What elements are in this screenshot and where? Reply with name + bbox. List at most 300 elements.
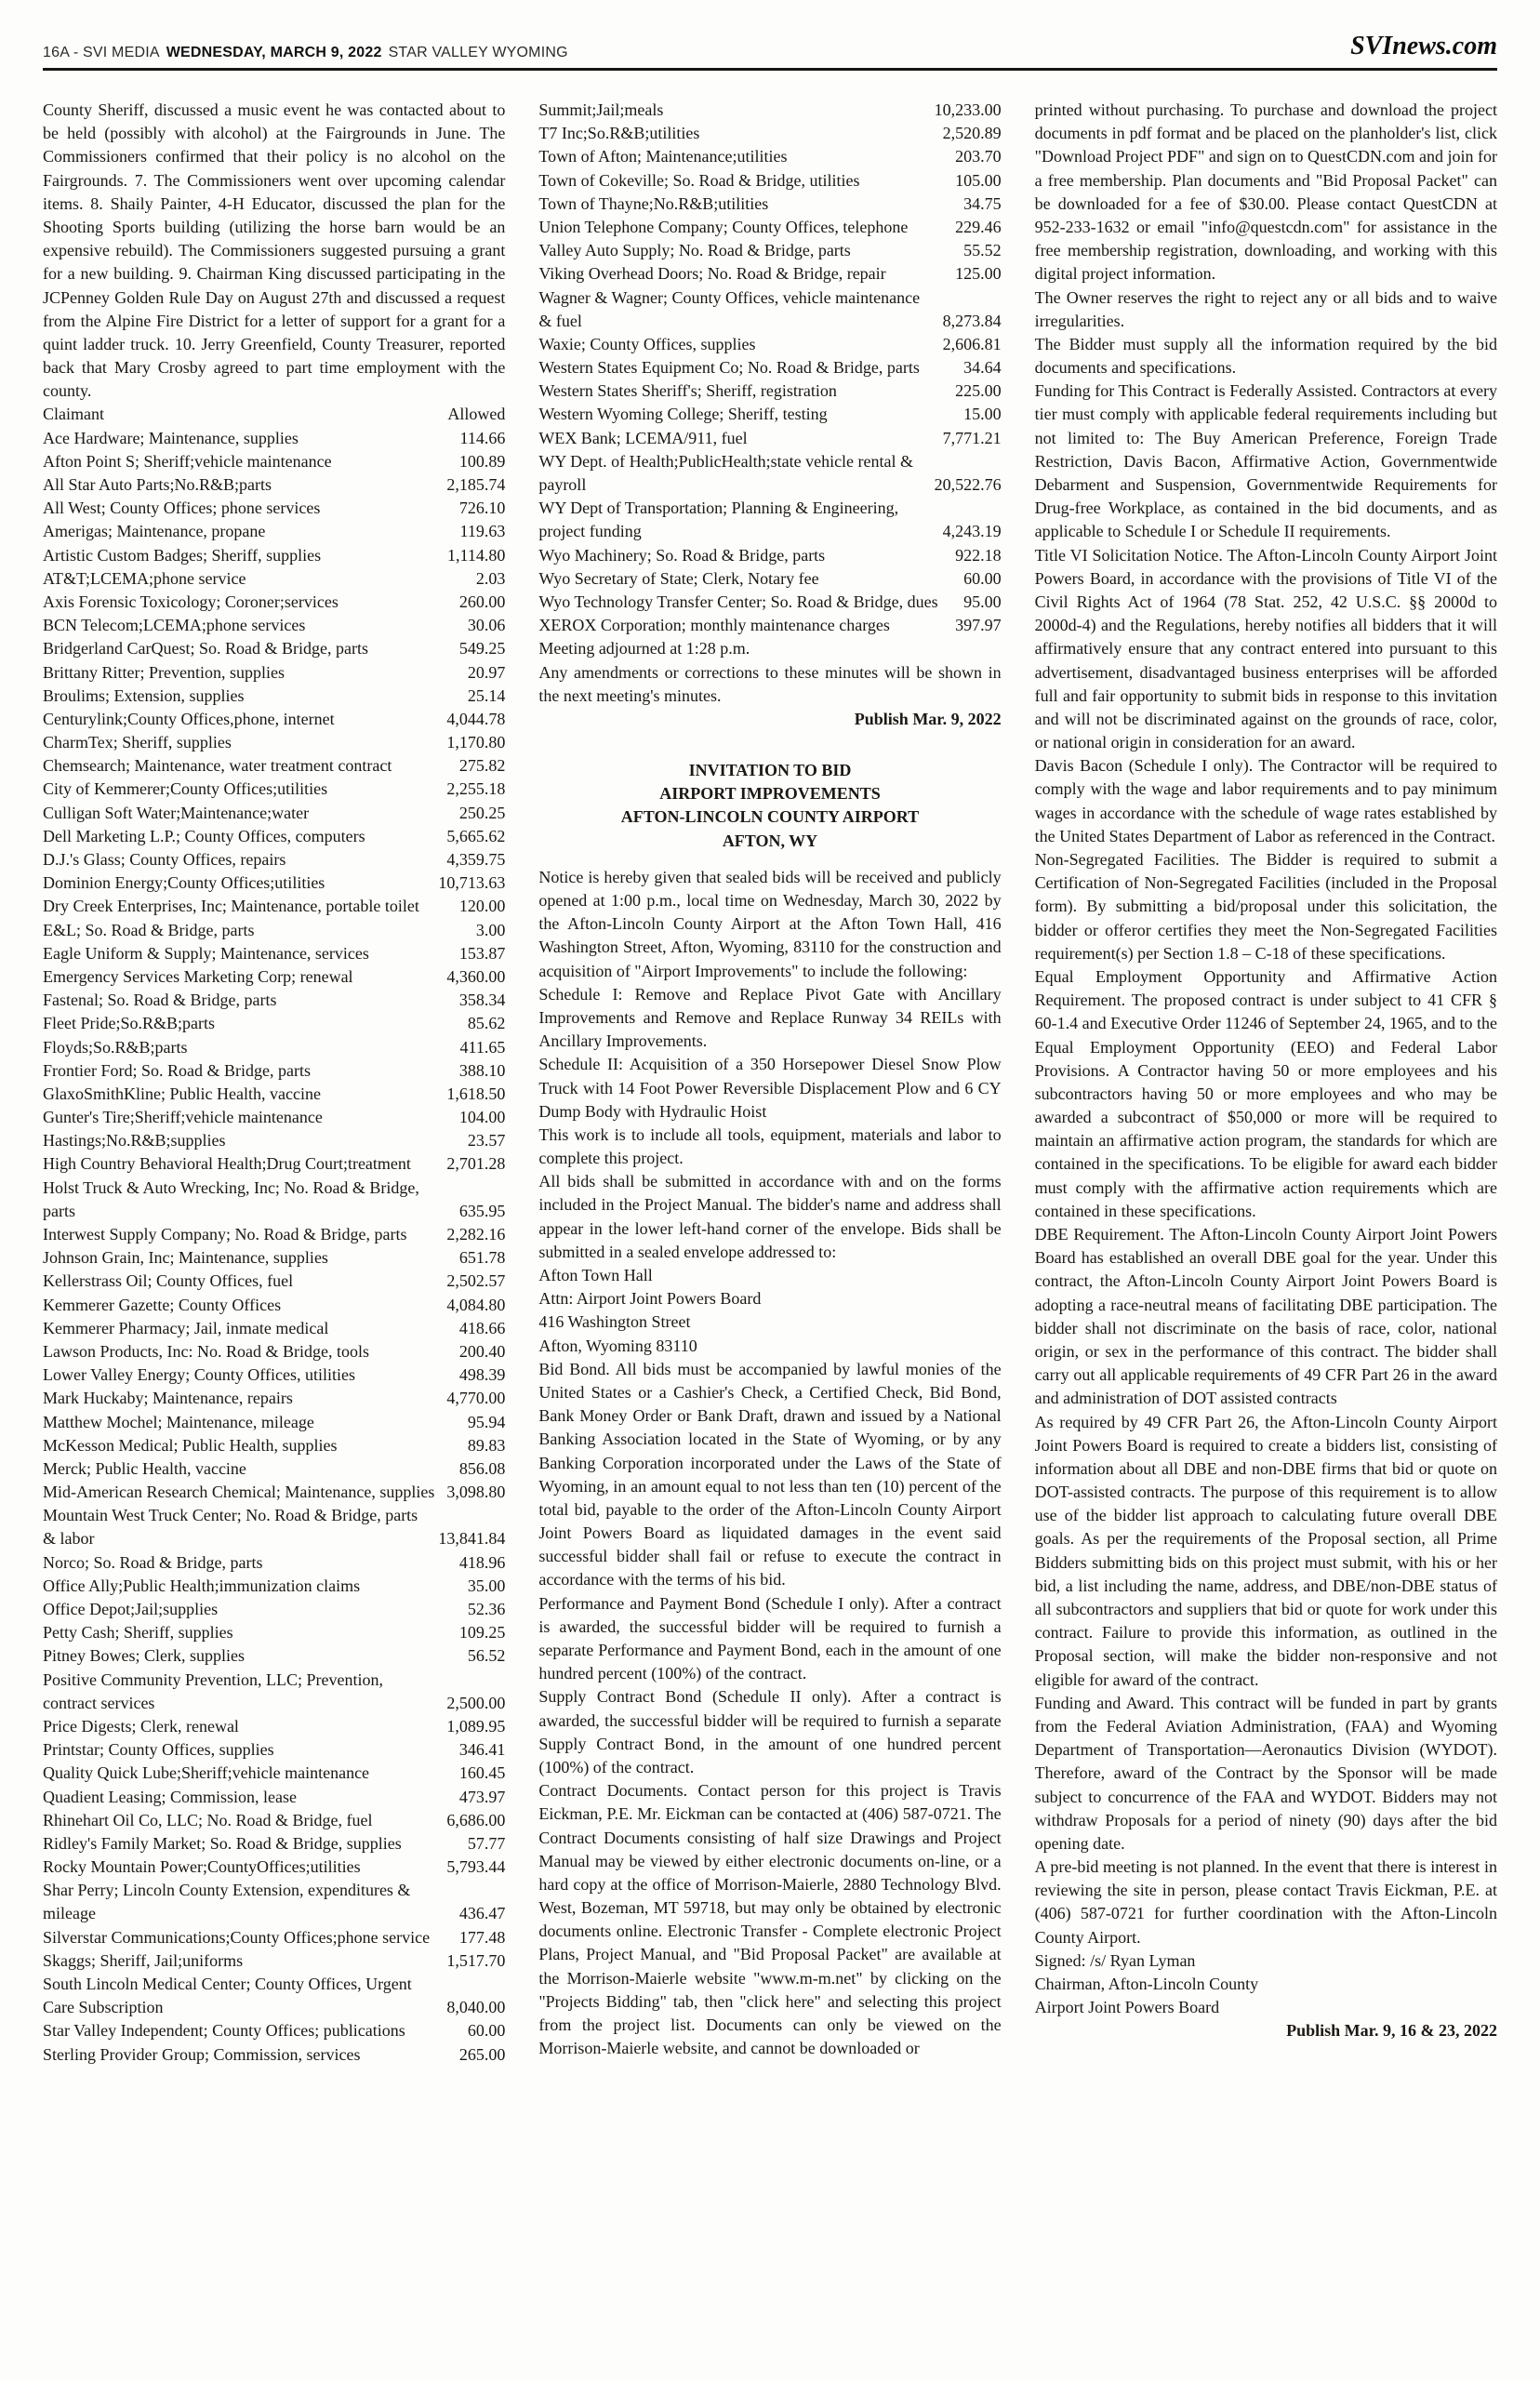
claim-name: Kellerstrass Oil; County Offices, fuel xyxy=(43,1271,294,1291)
notice-paragraph: Non-Segregated Facilities. The Bidder is required to submit a Certification of Non-Segregated Facilities (included in the Proposal form). By submitting a bid/proposal under this solicitation, the bidder or offeror certifies they meet the Non-Segregated Facilities requirement(s) per Section 1.8 – C-18 of these specifications. xyxy=(1034,850,1497,963)
claim-row xyxy=(43,1504,505,1550)
claim-row xyxy=(43,871,505,895)
claim-row xyxy=(538,614,1001,637)
claim-amount: 34.75 xyxy=(963,193,1002,213)
claim-name: Shar Perry; Lincoln County Extension, expenditures & mileage xyxy=(43,1881,411,1923)
notice-paragraph: Title VI Solicitation Notice. The Afton-Lincoln County Airport Joint Powers Board, in accordance with the provisions of Title VI of the Civil Rights Act of 1964 (78 Stat. 252, 42 U.S.C. §§ 2000d to 2000d-4) and the Regulations, hereby notifies all bidders that it will affirmatively ensure that any contract entered into pursuant to this advertisement, disadvantaged business enterprises will be afforded full and fair opportunity to submit bids in response to this invitation and will not be discriminated against on the grounds of race, color, or national origin in consideration for an award. xyxy=(1034,545,1497,752)
claim-row xyxy=(43,754,505,778)
claim-row xyxy=(538,239,1001,262)
notice-paragraph: Contract Documents. Contact person for this project is Travis Eickman, P.E. Mr. Eickman can be contacted at (406) 587-0721. The Contract Documents consisting of half size Drawings and Project Manual may be viewed by either electronic documents on-line, or a hard copy at the office of Morrison-Maierle, 2880 Technology Blvd. West, Bozeman, MT 59718, but may only be obtained by electronic documents online. Electronic Transfer - Complete electronic Project Plans, Project Manual, and "Bid Proposal Packet" are available at the Morrison-Maierle website "www.m-m.net" by clicking on the "Projects Bidding" tab, then "click here" and selecting this project from the project list. Documents can only be viewed on the Morrison-Maierle website, and cannot be downloaded or xyxy=(538,1781,1002,2058)
claim-row xyxy=(43,1059,505,1083)
minutes-paragraph: County Sheriff, discussed a music event he was contacted about to be held (possibly with alcohol) at the Fairgrounds in June. The Commissioners confirmed that their policy is no alcohol on the Fairgrounds. 7. The Commissioners went over upcoming calendar items. 8. Shaily Painter, 4-H Educator, discussed the plan for the Shooting Sports building (utilizing the horse barn would be an expensive rebuild). The Commissioners suggested pursuing a grant for a new building. 9. Chairman King discussed participating in the JCPenney Golden Rule Day on August 27th and discussed a request from the Alpine Fire District for a letter of support for a grant for a quint ladder truck. 10. Jerry Greenfield, County Treasurer, reported back that Mary Crosby agreed to part time employment with the county. xyxy=(43,100,506,401)
claim-row xyxy=(43,1106,505,1129)
claim-amount: 100.89 xyxy=(458,451,506,471)
claim-amount: 34.64 xyxy=(963,358,1002,378)
claim-amount: 2,520.89 xyxy=(942,124,1002,143)
claim-amount: 1,114.80 xyxy=(446,545,506,565)
claim-amount: 105.00 xyxy=(955,170,1002,190)
notice-paragraph: Funding and Award. This contract will be funded in part by grants from the Federal Aviation Administration, (FAA) and Wyoming Department of Transportation—Aeronautics Division (WYDOT). Therefore, award of the Contract by the Sponsor will be made subject to concurrence of the FAA and WYDOT. Bidders may not withdraw Proposals for a period of ninety (90) days after the bid opening date. xyxy=(1034,1693,1497,1853)
claim-amount: 4,360.00 xyxy=(446,966,506,986)
claim-amount: 358.34 xyxy=(458,991,506,1010)
claim-row xyxy=(43,848,505,871)
claim-row xyxy=(43,1246,505,1270)
claim-name: Wyo Secretary of State; Clerk, Notary fee xyxy=(538,568,819,588)
claim-amount: 265.00 xyxy=(458,2044,506,2064)
notice-paragraph: Any amendments or corrections to these minutes will be shown in the next meeting's minutes. xyxy=(538,662,1002,705)
claim-name: Frontier Ford; So. Road & Bridge, parts xyxy=(43,1060,311,1080)
claim-row xyxy=(538,216,1001,239)
notice-paragraph: Chairman, Afton-Lincoln County xyxy=(1034,1975,1259,1993)
claim-name: Mountain West Truck Center; No. Road & Bridge, parts & labor xyxy=(43,1506,418,1549)
claim-row xyxy=(43,1317,505,1340)
notice-heading-line: AFTON-LINCOLN COUNTY AIRPORT xyxy=(620,807,920,827)
column-2 xyxy=(538,99,1001,2338)
claim-row xyxy=(538,356,1001,379)
invitation-to-bid-heading xyxy=(538,759,1001,853)
claim-name: Axis Forensic Toxicology; Coroner;services xyxy=(43,592,339,611)
claim-name: Kemmerer Pharmacy; Jail, inmate medical xyxy=(43,1318,329,1337)
claim-name: Lawson Products, Inc: No. Road & Bridge, tools xyxy=(43,1341,369,1361)
claim-name: Eagle Uniform & Supply; Maintenance, services xyxy=(43,943,369,963)
content-columns xyxy=(43,99,1497,2338)
claim-row xyxy=(538,379,1001,403)
claim-name: Viking Overhead Doors; No. Road & Bridge, repair xyxy=(538,264,886,284)
claim-row xyxy=(43,1129,505,1152)
claim-amount: 8,040.00 xyxy=(446,1998,506,2017)
claim-amount: 275.82 xyxy=(458,756,506,776)
claim-row xyxy=(43,1738,505,1762)
claim-name: WY Dept of Transportation; Planning & Engineering, project funding xyxy=(538,499,899,541)
claim-row xyxy=(43,2019,505,2042)
claim-amount: 2,502.57 xyxy=(446,1271,506,1291)
claim-name: Town of Thayne;No.R&B;utilities xyxy=(538,193,769,213)
claim-name: Silverstar Communications;County Offices;phone service xyxy=(43,1927,431,1947)
claim-row xyxy=(43,942,505,965)
claimant-column-header: Claimant xyxy=(43,405,104,424)
claim-row xyxy=(43,1856,505,1879)
claim-row xyxy=(43,591,505,614)
notice-paragraph: Davis Bacon (Schedule I only). The Contractor will be required to comply with the wage and labor requirements and to pay minimum wages in accordance with the schedule of wage rates established by the United States Department of Labor as referenced in the Contract. xyxy=(1034,756,1497,845)
claim-amount: 5,793.44 xyxy=(446,1857,506,1877)
claim-row xyxy=(43,685,505,708)
claim-name: D.J.'s Glass; County Offices, repairs xyxy=(43,850,286,869)
claim-amount: 250.25 xyxy=(458,803,506,822)
claim-amount: 5,665.62 xyxy=(446,826,506,845)
claim-row xyxy=(43,1832,505,1856)
claim-amount: 397.97 xyxy=(955,616,1002,635)
claim-row xyxy=(43,1809,505,1832)
claim-name: Skaggs; Sheriff, Jail;uniforms xyxy=(43,1950,244,1970)
claim-name: All Star Auto Parts;No.R&B;parts xyxy=(43,475,272,494)
claim-row xyxy=(538,333,1001,356)
claim-row xyxy=(538,262,1001,286)
claim-amount: 104.00 xyxy=(458,1108,506,1127)
claim-name: Mid-American Research Chemical; Maintenance, supplies xyxy=(43,1483,435,1502)
claim-name: Waxie; County Offices, supplies xyxy=(538,334,756,353)
claim-amount: 23.57 xyxy=(467,1131,506,1151)
claim-name: Broulims; Extension, supplies xyxy=(43,685,245,705)
claim-name: AT&T;LCEMA;phone service xyxy=(43,568,246,588)
claim-amount: 160.45 xyxy=(458,1763,506,1783)
claim-row xyxy=(43,825,505,848)
claim-row xyxy=(538,544,1001,567)
claim-name: CharmTex; Sheriff, supplies xyxy=(43,733,232,752)
claim-row xyxy=(43,544,505,567)
publish-line-notice: Publish Mar. 9, 16 & 23, 2022 xyxy=(1286,2021,1497,2041)
region-label: STAR VALLEY WYOMING xyxy=(388,45,568,60)
claim-row xyxy=(43,1762,505,1785)
claim-amount: 436.47 xyxy=(458,1904,506,1923)
claim-name: Centurylink;County Offices,phone, internet xyxy=(43,709,335,728)
claim-amount: 4,359.75 xyxy=(446,850,506,869)
notice-heading-line: INVITATION TO BID xyxy=(688,761,852,780)
claim-name: Star Valley Independent; County Offices; publications xyxy=(43,2021,405,2041)
claim-name: Hastings;No.R&B;supplies xyxy=(43,1131,226,1151)
claim-row xyxy=(538,497,1001,543)
claim-name: Western States Sheriff's; Sheriff, registration xyxy=(538,381,837,401)
page-number-label: 16A - SVI MEDIA xyxy=(43,45,160,60)
claim-name: Western States Equipment Co; No. Road & Bridge, parts xyxy=(538,358,920,378)
claim-row xyxy=(43,1411,505,1434)
claim-row xyxy=(43,2043,505,2067)
claim-amount: 3.00 xyxy=(475,920,506,939)
claim-row xyxy=(43,1669,505,1715)
claim-row xyxy=(538,99,1001,122)
claim-amount: 60.00 xyxy=(963,568,1002,588)
claim-name: Western Wyoming College; Sheriff, testing xyxy=(538,405,828,424)
claim-amount: 55.52 xyxy=(963,241,1002,260)
header-rule xyxy=(43,68,1497,71)
claim-row xyxy=(43,497,505,520)
claim-amount: 95.94 xyxy=(467,1412,506,1431)
claim-row xyxy=(43,708,505,731)
claim-name: Merck; Public Health, vaccine xyxy=(43,1458,246,1478)
claim-amount: 8,273.84 xyxy=(942,311,1002,330)
claim-name: High Country Behavioral Health;Drug Court;treatment xyxy=(43,1154,411,1174)
claim-row xyxy=(538,193,1001,216)
claim-row xyxy=(43,1152,505,1176)
claim-amount: 4,084.80 xyxy=(446,1295,506,1314)
claim-name: E&L; So. Road & Bridge, parts xyxy=(43,920,255,939)
claim-amount: 346.41 xyxy=(458,1740,506,1760)
claim-name: Holst Truck & Auto Wrecking, Inc; No. Road & Bridge, parts xyxy=(43,1177,419,1220)
notice-body-part-2 xyxy=(1035,99,1497,2019)
claim-name: Fastenal; So. Road & Bridge, parts xyxy=(43,991,277,1010)
claim-row xyxy=(538,427,1001,450)
claim-amount: 52.36 xyxy=(467,1600,506,1618)
claim-name: T7 Inc;So.R&B;utilities xyxy=(538,124,700,143)
claim-row xyxy=(43,1457,505,1481)
claim-amount: 25.14 xyxy=(467,685,506,705)
claim-row xyxy=(43,473,505,497)
claim-amount: 498.39 xyxy=(458,1365,506,1385)
claim-name: Rocky Mountain Power;CountyOffices;utilities xyxy=(43,1857,361,1877)
claim-name: Office Ally;Public Health;immunization claims xyxy=(43,1576,361,1595)
claim-row xyxy=(43,989,505,1012)
notice-paragraph: Attn: Airport Joint Powers Board xyxy=(538,1289,762,1309)
claim-name: Office Depot;Jail;supplies xyxy=(43,1600,219,1618)
notice-paragraph: Signed: /s/ Ryan Lyman xyxy=(1034,1950,1196,1970)
claim-amount: 1,170.80 xyxy=(446,733,506,752)
notice-heading-line: AFTON, WY xyxy=(722,831,818,850)
claim-row xyxy=(43,802,505,825)
claim-amount: 2.03 xyxy=(475,568,506,588)
claim-amount: 13,841.84 xyxy=(438,1529,506,1549)
claim-name: Interwest Supply Company; No. Road & Bridge, parts xyxy=(43,1225,407,1244)
publish-line-minutes: Publish Mar. 9, 2022 xyxy=(854,709,1002,728)
page-header xyxy=(43,32,1497,61)
notice-paragraph: Schedule II: Acquisition of a 350 Horsepower Diesel Snow Plow Truck with 14 Foot Power Reversible Displacement Plow and 6 CY Dump Body with Hydraulic Hoist xyxy=(538,1055,1002,1121)
notice-paragraph: Funding for This Contract is Federally Assisted. Contractors at every tier must comply with applicable federal requirements including but not limited to: The Buy American Preference, Foreign Trade Restriction, Davis Bacon, Affirmative Action, Governmentwide Debarment and Suspension, Governmentwide Requirements for Drug-free Workplace, as contained in the bid documents, and as applicable to Schedule I or Schedule II requirements. xyxy=(1034,381,1497,541)
claim-name: Sterling Provider Group; Commission, services xyxy=(43,2044,361,2064)
claim-amount: 2,255.18 xyxy=(446,779,506,799)
claim-amount: 1,089.95 xyxy=(446,1716,506,1736)
claim-name: Quadient Leasing; Commission, lease xyxy=(43,1787,297,1806)
claims-list-part-1 xyxy=(43,427,505,2067)
claim-row xyxy=(43,567,505,591)
claim-amount: 229.46 xyxy=(955,217,1002,236)
claim-row xyxy=(43,1879,505,1925)
claim-row xyxy=(43,1387,505,1410)
notice-paragraph: This work is to include all tools, equipment, materials and labor to complete this project. xyxy=(538,1124,1002,1168)
notice-heading-line: AIRPORT IMPROVEMENTS xyxy=(659,784,881,804)
claim-name: Floyds;So.R&B;parts xyxy=(43,1037,188,1057)
claim-amount: 473.97 xyxy=(458,1787,506,1806)
claim-row xyxy=(43,637,505,660)
notice-paragraph: Meeting adjourned at 1:28 p.m. xyxy=(538,639,750,658)
claim-row xyxy=(43,1926,505,1949)
notice-paragraph: Notice is hereby given that sealed bids will be received and publicly opened at 1:00 p.m., local time on Wednesday, March 30, 2022 by the Afton-Lincoln County Airport at the Afton Town Hall, 416 Washington Street, Afton, Wyoming, 83110 for the construction and acquisition of "Airport Improvements" to include the following: xyxy=(538,867,1002,980)
claim-name: Artistic Custom Badges; Sheriff, supplies xyxy=(43,545,322,565)
claim-name: Wyo Machinery; So. Road & Bridge, parts xyxy=(538,545,826,565)
column-1 xyxy=(43,99,505,2338)
claim-amount: 4,770.00 xyxy=(446,1389,506,1408)
claim-amount: 200.40 xyxy=(458,1341,506,1361)
claim-amount: 125.00 xyxy=(955,264,1002,284)
claim-row xyxy=(43,731,505,754)
claim-row xyxy=(43,1598,505,1621)
notice-paragraph: Airport Joint Powers Board xyxy=(1034,1998,1220,2017)
claim-row xyxy=(43,1036,505,1059)
claim-amount: 10,713.63 xyxy=(438,873,506,893)
claim-name: Town of Afton; Maintenance;utilities xyxy=(538,147,788,166)
claim-row xyxy=(43,614,505,637)
claim-amount: 4,044.78 xyxy=(446,709,506,728)
claim-row xyxy=(43,1340,505,1363)
claim-amount: 89.83 xyxy=(467,1435,506,1455)
claim-row xyxy=(43,1270,505,1293)
claim-amount: 922.18 xyxy=(955,545,1002,565)
claim-name: Dry Creek Enterprises, Inc; Maintenance, portable toilet xyxy=(43,897,419,916)
allowed-column-header: Allowed xyxy=(447,405,506,424)
claim-name: McKesson Medical; Public Health, supplies xyxy=(43,1435,338,1455)
claim-row xyxy=(43,1294,505,1317)
claim-amount: 109.25 xyxy=(458,1623,506,1643)
claim-amount: 7,771.21 xyxy=(942,428,1002,447)
claim-name: Matthew Mochel; Maintenance, mileage xyxy=(43,1412,314,1431)
claim-row xyxy=(538,450,1001,497)
claim-amount: 119.63 xyxy=(459,522,506,541)
claims-list-part-2 xyxy=(538,99,1001,637)
claim-name: Lower Valley Energy; County Offices, utilities xyxy=(43,1365,355,1385)
claim-row xyxy=(538,403,1001,426)
claim-row xyxy=(43,661,505,685)
claim-row xyxy=(538,286,1001,333)
page-header-left xyxy=(43,45,568,61)
claim-row xyxy=(43,895,505,918)
claim-amount: 10,233.00 xyxy=(934,100,1002,119)
claim-name: Town of Cokeville; So. Road & Bridge, utilities xyxy=(538,170,860,190)
claim-amount: 418.66 xyxy=(458,1318,506,1337)
claim-row xyxy=(43,1363,505,1387)
claim-name: Pitney Bowes; Clerk, supplies xyxy=(43,1646,245,1666)
claim-amount: 2,701.28 xyxy=(446,1154,506,1174)
claim-name: Johnson Grain, Inc; Maintenance, supplies xyxy=(43,1248,328,1268)
notice-paragraph: Afton, Wyoming 83110 xyxy=(538,1336,697,1355)
claim-amount: 57.77 xyxy=(467,1833,506,1853)
claim-amount: 411.65 xyxy=(459,1037,506,1057)
notice-paragraph: Bid Bond. All bids must be accompanied by lawful monies of the United States or a Cashier's Check, a Certified Check, Bid Bond, Bank Money Order or Bank Draft, drawn and issued by a National Banking Association located in the State of Wyoming, or by any Banking Corporation incorporated under the Laws of the State of Wyoming, in an amount equal to not less than ten (10) percent of the total bid, payable to the order of the Afton-Lincoln County Airport Joint Powers Board as liquidated damages in the event said successful bidder shall fail or refuse to execute the contract in accordance with the terms of his bid. xyxy=(538,1359,1002,1590)
claim-row xyxy=(43,1551,505,1575)
claim-amount: 95.00 xyxy=(963,592,1002,611)
claim-amount: 2,185.74 xyxy=(446,475,506,494)
claim-name: Kemmerer Gazette; County Offices xyxy=(43,1295,282,1314)
claim-amount: 15.00 xyxy=(963,405,1002,424)
claim-row xyxy=(43,1644,505,1668)
notice-paragraph: A pre-bid meeting is not planned. In the event that there is interest in reviewing the site in person, please contact Travis Eickman, P.E. at (406) 587-0721 for further coordination with the Afton-Lincoln County Airport. xyxy=(1034,1857,1497,1947)
claim-row xyxy=(43,1083,505,1106)
notice-paragraph: The Owner reserves the right to reject any or all bids and to waive irregularities. xyxy=(1034,287,1497,330)
claim-name: WEX Bank; LCEMA/911, fuel xyxy=(538,428,748,447)
claim-name: Dell Marketing L.P.; County Offices, computers xyxy=(43,826,365,845)
claim-name: Dominion Energy;County Offices;utilities xyxy=(43,873,325,893)
claim-amount: 177.48 xyxy=(458,1927,506,1947)
notice-paragraph: 416 Washington Street xyxy=(538,1312,691,1332)
claim-row xyxy=(43,1434,505,1457)
claim-row xyxy=(43,1481,505,1504)
notice-paragraph: printed without purchasing. To purchase and download the project documents in pdf format and be placed on the planholder's list, click "Download Project PDF" and sign on to QuestCDN.com and join for a free membership. Plan documents and "Bid Proposal Packet" can be downloaded for a fee of $30.00. Please contact QuestCDN at 952-233-1632 or email "info@questcdn.com" for assistance in the free membership registration, downloading, and working with this digital project information. xyxy=(1034,100,1497,284)
claim-name: Fleet Pride;So.R&B;parts xyxy=(43,1014,216,1033)
minutes-closing xyxy=(538,637,1001,708)
claim-amount: 2,282.16 xyxy=(446,1225,506,1244)
claim-row xyxy=(538,122,1001,145)
claim-amount: 6,686.00 xyxy=(446,1810,506,1829)
claim-amount: 260.00 xyxy=(458,592,506,611)
claim-row xyxy=(43,1621,505,1644)
claim-amount: 1,517.70 xyxy=(446,1950,506,1970)
claim-amount: 1,618.50 xyxy=(446,1084,506,1103)
claim-name: City of Kemmerer;County Offices;utilities xyxy=(43,779,328,799)
claim-amount: 120.00 xyxy=(458,897,506,916)
claim-row xyxy=(538,145,1001,168)
claim-amount: 60.00 xyxy=(467,2021,506,2041)
claim-row xyxy=(538,591,1001,614)
claim-amount: 35.00 xyxy=(467,1576,506,1595)
notice-paragraph: The Bidder must supply all the information required by the bid documents and specifications. xyxy=(1034,334,1497,378)
claim-amount: 2,606.81 xyxy=(942,334,1002,353)
site-name: SVInews.com xyxy=(1350,32,1497,60)
claim-amount: 20.97 xyxy=(467,662,506,682)
claim-amount: 856.08 xyxy=(458,1458,506,1478)
claim-row xyxy=(43,450,505,473)
notice-paragraph: Equal Employment Opportunity and Affirmative Action Requirement. The proposed contract is under subject to 41 CFR § 60-1.4 and Executive Order 11246 of September 24, 1965, and to the Equal Employment Opportunity (EEO) and Federal Labor Provisions. A Contractor having 50 or more employees and his subcontractors having 50 or more employees and who may be awarded a subcontract of $50,000 or more will be required to maintain an affirmative action program, the standards for which are contained in the specifications. To be eligible for award each bidder must comply with the affirmative action requirements which are contained in these specifications. xyxy=(1034,966,1497,1220)
claim-name: Amerigas; Maintenance, propane xyxy=(43,522,266,541)
claim-name: Norco; So. Road & Bridge, parts xyxy=(43,1552,263,1572)
claim-name: Afton Point S; Sheriff;vehicle maintenance xyxy=(43,451,332,471)
claim-amount: 3,098.80 xyxy=(446,1483,506,1502)
notice-paragraph: Performance and Payment Bond (Schedule I only). After a contract is awarded, the successful bidder will be required to furnish a separate Performance and Payment Bond, each in the amount of one hundred percent (100%) of the contract. xyxy=(538,1593,1002,1683)
claim-row xyxy=(43,1949,505,1973)
claim-name: Positive Community Prevention, LLC; Prevention, contract services xyxy=(43,1669,383,1712)
claims-table-header xyxy=(43,403,505,426)
claim-amount: 388.10 xyxy=(458,1060,506,1080)
column-3 xyxy=(1035,99,1497,2338)
claim-row xyxy=(43,778,505,801)
claim-amount: 726.10 xyxy=(458,499,506,518)
claim-name: Petty Cash; Sheriff, supplies xyxy=(43,1623,233,1643)
claim-amount: 56.52 xyxy=(467,1646,506,1666)
claim-name: All West; County Offices; phone services xyxy=(43,499,321,518)
claim-amount: 651.78 xyxy=(458,1248,506,1268)
claim-row xyxy=(43,427,505,450)
claim-row xyxy=(43,965,505,989)
claim-row xyxy=(43,520,505,543)
claim-name: Brittany Ritter; Prevention, supplies xyxy=(43,662,285,682)
claim-name: South Lincoln Medical Center; County Offices, Urgent Care Subscription xyxy=(43,1975,412,2017)
claim-name: Chemsearch; Maintenance, water treatment contract xyxy=(43,756,392,776)
claim-amount: 114.66 xyxy=(459,428,506,447)
claim-row xyxy=(43,1973,505,2019)
claim-name: GlaxoSmithKline; Public Health, vaccine xyxy=(43,1084,321,1103)
notice-paragraph: Supply Contract Bond (Schedule II only). After a contract is awarded, the successful bidder will be required to furnish a separate Supply Contract Bond, in the amount of one hundred percent (100%) of the contract. xyxy=(538,1687,1002,1776)
claim-row xyxy=(43,1177,505,1223)
claim-name: Culligan Soft Water;Maintenance;water xyxy=(43,803,310,822)
claim-row xyxy=(43,1223,505,1246)
issue-date: WEDNESDAY, MARCH 9, 2022 xyxy=(166,45,382,60)
claim-name: Union Telephone Company; County Offices, telephone xyxy=(538,217,909,236)
claim-row xyxy=(538,567,1001,591)
claim-name: Mark Huckaby; Maintenance, repairs xyxy=(43,1389,293,1408)
claim-amount: 2,500.00 xyxy=(446,1693,506,1712)
claim-name: BCN Telecom;LCEMA;phone services xyxy=(43,616,306,635)
claim-name: Gunter's Tire;Sheriff;vehicle maintenance xyxy=(43,1108,323,1127)
notice-paragraph: As required by 49 CFR Part 26, the Afton-Lincoln County Airport Joint Powers Board is required to create a bidders list, consisting of information about all DBE and non-DBE firms that bid or quote on DOT-assisted contracts. The purpose of this requirement is to allow use of the bidder list approach to calculating future overall DBE goals. As per the requirements of the Proposal section, all Prime Bidders submitting bids on this project must submit, with his or her bid, a list including the name, address, and DBE/non-DBE status of all subcontractors and suppliers that bid or quote for work under this contract. Failure to provide this information, as outlined in the Proposal section, will make the bidder non-responsive and not eligible for award of the contract. xyxy=(1034,1412,1497,1689)
notice-paragraph: Schedule I: Remove and Replace Pivot Gate with Ancillary Improvements and Remove and Replace Runway 34 REILs with Ancillary Improvements. xyxy=(538,984,1002,1051)
notice-paragraph: Afton Town Hall xyxy=(538,1266,653,1284)
claim-amount: 85.62 xyxy=(467,1014,506,1033)
claim-name: Ridley's Family Market; So. Road & Bridge, supplies xyxy=(43,1833,402,1853)
claim-name: Valley Auto Supply; No. Road & Bridge, parts xyxy=(538,241,851,260)
claim-amount: 635.95 xyxy=(458,1201,506,1220)
claim-amount: 20,522.76 xyxy=(934,475,1002,494)
claim-name: Rhinehart Oil Co, LLC; No. Road & Bridge, fuel xyxy=(43,1810,373,1829)
claim-name: Bridgerland CarQuest; So. Road & Bridge, parts xyxy=(43,639,368,658)
claim-amount: 225.00 xyxy=(955,381,1002,401)
claim-amount: 418.96 xyxy=(458,1552,506,1572)
claim-name: Printstar; County Offices, supplies xyxy=(43,1740,274,1760)
claim-amount: 30.06 xyxy=(467,616,506,635)
claim-row xyxy=(43,1715,505,1738)
notice-paragraph: All bids shall be submitted in accordance with and on the forms included in the Project Manual. The bidder's name and address shall appear in the lower left-hand corner of the envelope. Bids shall be submitted in a sealed envelope addressed to: xyxy=(538,1172,1002,1261)
claim-amount: 153.87 xyxy=(458,943,506,963)
claim-amount: 4,243.19 xyxy=(942,522,1002,541)
claim-row xyxy=(43,919,505,942)
claim-name: Quality Quick Lube;Sheriff;vehicle maintenance xyxy=(43,1763,370,1783)
claim-row xyxy=(538,169,1001,193)
claim-name: Wagner & Wagner; County Offices, vehicle maintenance & fuel xyxy=(538,287,921,330)
claim-name: XEROX Corporation; monthly maintenance charges xyxy=(538,616,890,635)
claim-name: WY Dept. of Health;PublicHealth;state vehicle rental & payroll xyxy=(538,451,914,494)
